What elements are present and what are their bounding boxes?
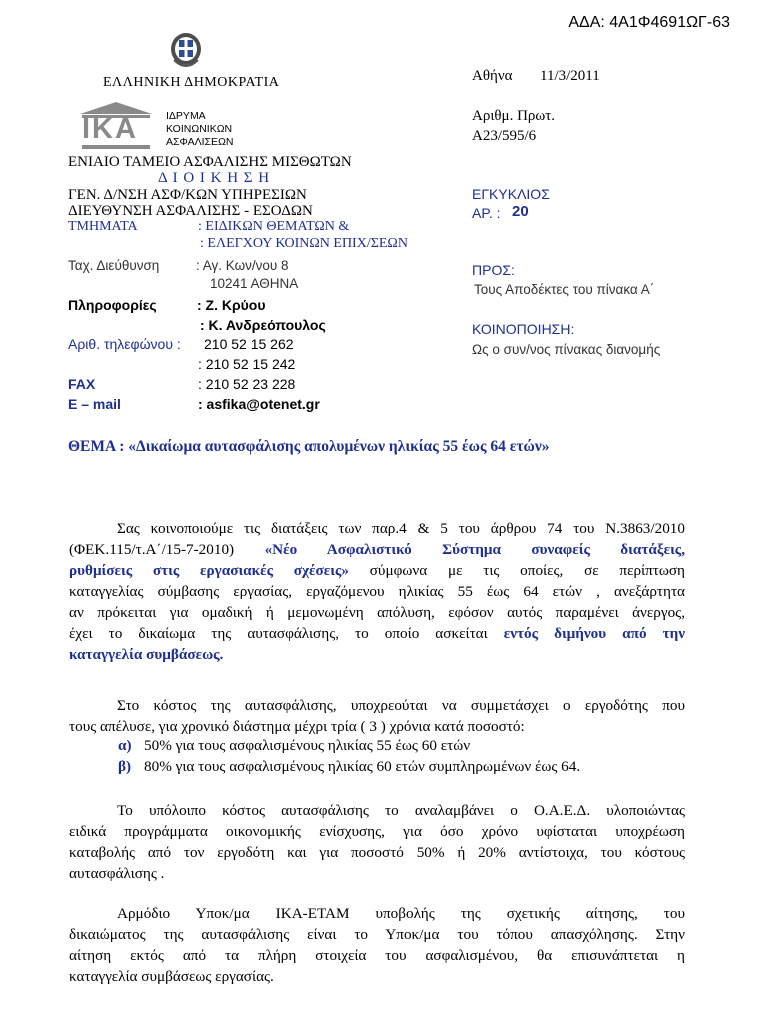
info-label: Πληροφορίες	[68, 297, 157, 313]
city: Αθήνα	[472, 68, 513, 84]
paragraph-2-line-2: τους απέλυσε, για χρονικό διάστημα μέχρι τρία ( 3 ) χρόνια κατά ποσοστό:	[69, 718, 525, 735]
phone-label: Αριθ. τηλεφώνου :	[68, 336, 181, 352]
circular-number: 20	[512, 203, 529, 220]
ika-org-name	[166, 110, 233, 149]
email-label: E – mail	[68, 396, 121, 412]
paragraph-4-line-4: καταγγελία συμβάσεως εργασίας.	[69, 968, 274, 985]
administration-heading: Δ Ι Ο Ι Κ Η Σ Η	[158, 170, 271, 186]
subject: ΘΕΜΑ : «Δικαίωμα αυτασφάλισης απολυμένων ηλικίας 55 έως 64 ετών»	[68, 438, 550, 455]
paragraph-3	[69, 800, 685, 884]
circular-label: ΕΓΚΥΚΛΙΟΣ	[472, 186, 550, 202]
phone-2: : 210 52 15 242	[198, 356, 296, 372]
directorate: ΔΙΕΥΘΥΝΣΗ ΑΣΦΑΛΙΣΗΣ - ΕΣΟΔΩΝ	[68, 203, 313, 219]
list-marker-a: α)	[118, 737, 132, 754]
paragraph-1-line-7: καταγγελία συμβάσεως.	[69, 646, 224, 663]
list-marker-b: β)	[118, 758, 132, 775]
fund-name: ΕΝΙΑΙΟ ΤΑΜΕΙΟ ΑΣΦΑΛΙΣΗΣ ΜΙΣΘΩΤΩΝ	[68, 154, 352, 170]
ada-code: ΑΔΑ: 4Α1Φ4691ΩΓ-63	[568, 14, 730, 31]
paragraph-4	[69, 903, 685, 987]
circular-number-label: ΑΡ. :	[472, 205, 501, 221]
phone-1: 210 52 15 262	[204, 336, 294, 352]
list-item-b: β) 80% για τους ασφαλισμένους ηλικίας 60 ετών συμπληρωμένων έως 64.	[118, 758, 581, 775]
info-contact-1: : Ζ. Κρύου	[197, 297, 266, 313]
departments-label: ΤΜΗΜΑΤΑ	[68, 219, 138, 234]
ika-logo	[78, 100, 154, 150]
ika-org-line-2: ΚΟΙΝΩΝΙΚΩΝ	[166, 123, 233, 135]
ika-logo-text: IKA	[82, 113, 138, 145]
ika-org-line-1: ΙΔΡΥΜΑ	[166, 110, 206, 122]
email-value: : asfika@otenet.gr	[198, 396, 320, 412]
paragraph-1	[69, 518, 685, 665]
paragraph-1-line-2: (ΦΕΚ.115/τ.Α΄/15-7-2010) «Νέο Ασφαλιστικό Σύστημα συναφείς διατάξεις,	[69, 541, 685, 558]
paragraph-2	[69, 695, 685, 737]
paragraph-1-line-4: καταγγελίας σύμβασης εργασίας, εργαζόμενου ηλικίας 55 έως 64 ετών , ανεξάρτητα	[69, 583, 685, 600]
to-label: ΠΡΟΣ:	[472, 262, 515, 278]
paragraph-4-line-1: Αρμόδιο Υποκ/μα ΙΚΑ-ΕΤΑΜ υποβολής της σχετικής αίτησης, του	[117, 905, 685, 922]
general-directorate: ΓΕΝ. Δ/ΝΣΗ ΑΣΦ/ΚΩΝ ΥΠΗΡΕΣΙΩΝ	[68, 187, 307, 203]
paragraph-3-line-3: καταβολής από τον εργοδότη και για ποσοστό 50% ή 20% αντίστοιχα, του κόστους	[69, 844, 685, 861]
list-item-a: α) 50% για τους ασφαλισμένους ηλικίας 55 έως 60 ετών	[118, 737, 471, 754]
department-1: : ΕΙΔΙΚΩΝ ΘΕΜΑΤΩΝ &	[198, 219, 350, 234]
paragraph-1-line-3: ρυθμίσεις στις εργασιακές σχέσεις» σύμφωνα με τις οποίες, σε περίπτωση	[69, 562, 686, 579]
protocol-number: Α23/595/6	[472, 128, 537, 144]
paragraph-3-line-2: ειδικά προγράμματα οικονομικής ενίσχυσης, για όσο χρόνο υφίσταται υποχρέωση	[69, 823, 685, 840]
paragraph-3-line-4: αυτασφάλισης .	[69, 865, 165, 882]
address-line-2: 10241 ΑΘΗΝΑ	[210, 276, 299, 291]
paragraph-2-line-1: Στο κόστος της αυτασφάλισης, υποχρεούται να συμμετάσχει ο εργοδότης που	[117, 697, 685, 714]
address-line-1: : Αγ. Κων/νου 8	[196, 258, 289, 273]
paragraph-1-line-5: αν πρόκειται για ομαδική ή μεμονωμένη απόλυση, εφόσον αυτός παραμένει άνεργος,	[69, 604, 685, 621]
fax-label: FAX	[68, 376, 96, 392]
greek-emblem-icon	[170, 32, 202, 72]
to-value: Τους Αποδέκτες του πίνακα Α΄	[474, 282, 655, 297]
paragraph-4-line-2: δικαιώματος της αυτασφάλισης είναι το Υποκ/μα του τόπου απασχόλησης. Στην	[69, 926, 685, 943]
cc-value: Ως ο συν/νος πίνακας διανομής	[472, 342, 661, 357]
department-2: : ΕΛΕΓΧΟΥ ΚΟΙΝΩΝ ΕΠΙΧ/ΣΕΩΝ	[200, 236, 408, 251]
protocol-label: Αριθμ. Πρωτ.	[472, 108, 556, 124]
ika-org-line-3: ΑΣΦΑΛΙΣΕΩΝ	[166, 136, 234, 148]
republic-heading: ΕΛΛΗΝΙΚΗ ΔΗΜΟΚΡΑΤΙΑ	[103, 75, 280, 90]
info-contact-2: : Κ. Ανδρεόπουλος	[200, 317, 326, 333]
date: 11/3/2011	[540, 68, 600, 84]
paragraph-1-line-1: Σας κοινοποιούμε τις διατάξεις των παρ.4 & 5 του άρθρου 74 του Ν.3863/2010	[117, 520, 685, 537]
fax-value: : 210 52 23 228	[198, 376, 296, 392]
cc-label: ΚΟΙΝΟΠΟΙΗΣΗ:	[472, 321, 575, 337]
address-label: Ταχ. Διεύθυνση	[68, 258, 160, 273]
paragraph-1-line-6: έχει το δικαίωμα της αυτασφάλισης, το οποίο ασκείται εντός διμήνου από την	[69, 625, 686, 642]
paragraph-4-line-3: αίτηση εκτός από τα πλήρη στοιχεία του ασφαλισμένου, θα επισυνάπτεται η	[69, 947, 685, 964]
paragraph-3-line-1: Το υπόλοιπο κόστος αυτασφάλισης το αναλαμβάνει ο Ο.Α.Ε.Δ. υλοποιώντας	[117, 802, 685, 819]
